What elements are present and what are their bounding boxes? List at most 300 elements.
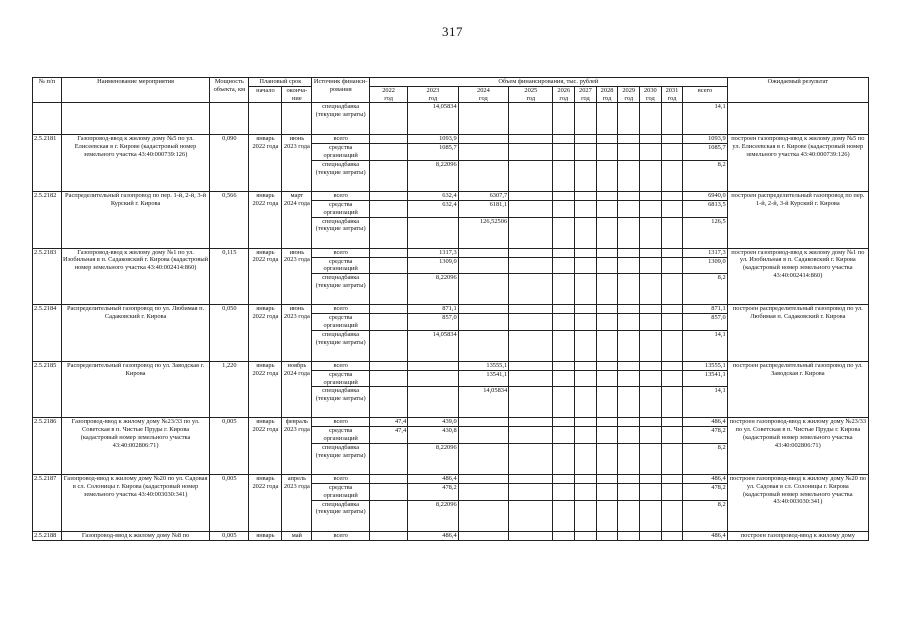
item-end: июнь 2023 года	[282, 305, 312, 362]
value-year	[370, 474, 408, 483]
value-year	[575, 370, 597, 387]
value-year	[458, 305, 509, 314]
value-year	[458, 500, 509, 531]
header-year-5: 2027 год	[575, 86, 597, 103]
value-year	[509, 191, 553, 200]
value-year: 47,4	[370, 418, 408, 427]
value-year	[640, 483, 662, 500]
item-name: Газопровод-ввод к жилому дому №1 по ул. Изобильная в п. Садаковский г. Кирова (кадастровый номер земельного участка 43:40:002414:860)	[61, 248, 209, 305]
value-year	[575, 474, 597, 483]
value-year	[596, 370, 618, 387]
value-year	[596, 361, 618, 370]
value-year	[640, 305, 662, 314]
source-cell: средства организаций	[312, 200, 370, 217]
value-year	[509, 361, 553, 370]
header-term: Плановый срок	[249, 78, 312, 87]
item-num: 2.5.2184	[33, 305, 62, 362]
value-year	[575, 361, 597, 370]
value-year	[509, 200, 553, 217]
item-num: 2.5.2182	[33, 191, 62, 248]
source-cell: спецнадбавка (текущие затраты)	[312, 443, 370, 474]
item-row	[33, 248, 869, 257]
source-cell: средства организаций	[312, 314, 370, 331]
value-year	[661, 217, 683, 248]
value-year	[553, 361, 575, 370]
value-year	[458, 330, 509, 361]
value-year	[553, 314, 575, 331]
value-year	[618, 248, 640, 257]
value-year: 1317,3	[408, 248, 459, 257]
value-year: 14,05834	[408, 103, 459, 135]
value-total: 871,1	[683, 305, 727, 314]
header-num: № п/п	[33, 78, 62, 103]
value-year: 486,4	[408, 531, 459, 540]
value-total: 1093,9	[683, 135, 727, 144]
value-year	[618, 387, 640, 418]
value-total: 13555,1	[683, 361, 727, 370]
item-name: Газопровод-ввод к жилому дому №5 по ул. Елисеевская в г. Кирове (кадастровый номер земельного участка 43:40:000739:126)	[61, 135, 209, 192]
item-num: 2.5.2188	[33, 531, 62, 540]
value-year	[640, 361, 662, 370]
value-year	[509, 217, 553, 248]
value-year	[618, 370, 640, 387]
value-year	[640, 531, 662, 540]
value-year	[618, 200, 640, 217]
value-year	[370, 330, 408, 361]
value-total: 8,2	[683, 274, 727, 305]
value-year	[596, 305, 618, 314]
item-power: 0,005	[210, 418, 249, 475]
value-year	[575, 191, 597, 200]
value-total: 6813,5	[683, 200, 727, 217]
value-year	[596, 387, 618, 418]
carry-row	[33, 103, 869, 135]
value-total: 486,4	[683, 531, 727, 540]
value-year: 1093,9	[408, 135, 459, 144]
value-year	[596, 418, 618, 427]
value-year	[596, 314, 618, 331]
value-total: 14,1	[683, 330, 727, 361]
value-year	[408, 370, 459, 387]
value-year	[370, 200, 408, 217]
value-year	[640, 474, 662, 483]
header-year-2: 2024 год	[458, 86, 509, 103]
value-year	[575, 531, 597, 540]
value-year	[640, 418, 662, 427]
empty-cell	[282, 103, 312, 135]
value-year	[596, 330, 618, 361]
value-year	[509, 135, 553, 144]
value-year	[618, 103, 640, 135]
value-year	[458, 160, 509, 191]
value-year	[553, 443, 575, 474]
value-year: 1085,7	[408, 144, 459, 161]
value-year: 632,4	[408, 191, 459, 200]
value-year	[553, 200, 575, 217]
value-year: 486,4	[408, 474, 459, 483]
value-total: 486,4	[683, 418, 727, 427]
value-year	[618, 217, 640, 248]
value-year	[596, 500, 618, 531]
value-year	[661, 370, 683, 387]
value-year	[596, 248, 618, 257]
item-row	[33, 361, 869, 370]
item-power: 1,220	[210, 361, 249, 418]
source-cell: спецнадбавка (текущие затраты)	[312, 274, 370, 305]
item-start: январь	[249, 531, 282, 540]
value-year	[661, 500, 683, 531]
value-year	[575, 443, 597, 474]
value-year	[640, 370, 662, 387]
item-name: Распределительный газопровод по пер. 1-й, 2-й, 3-й Курский г. Кирова	[61, 191, 209, 248]
header-row	[33, 78, 869, 87]
value-year	[640, 314, 662, 331]
item-name: Газопровод-ввод к жилому дому №20 по ул. Садовая в сл. Солоницы г. Кирова (кадастровый номер земельного участка 43:40:003030:341)	[61, 474, 209, 531]
value-year	[553, 474, 575, 483]
value-year: 8,22096	[408, 443, 459, 474]
value-year	[553, 483, 575, 500]
item-result: построен газопровод-ввод к жилому дому №20 по ул. Садовая в сл. Солоницы г. Кирова (кадастровый номер земельного участка 43:40:003030:341)	[727, 474, 868, 531]
value-year	[509, 427, 553, 444]
value-year	[458, 443, 509, 474]
value-year	[640, 443, 662, 474]
value-year: 871,1	[408, 305, 459, 314]
value-year	[408, 361, 459, 370]
value-year	[640, 248, 662, 257]
value-year	[553, 500, 575, 531]
value-year	[618, 191, 640, 200]
value-year	[661, 160, 683, 191]
item-start: январь 2022 года	[249, 248, 282, 305]
value-year	[370, 274, 408, 305]
item-power: 0,005	[210, 531, 249, 540]
header-year-4: 2026 год	[553, 86, 575, 103]
source-cell: спецнадбавка (текущие затраты)	[312, 330, 370, 361]
value-year	[661, 305, 683, 314]
value-year	[458, 248, 509, 257]
source-cell: средства организаций	[312, 257, 370, 274]
empty-cell	[210, 103, 249, 135]
value-year	[575, 387, 597, 418]
source-cell: спецнадбавка (текущие затраты)	[312, 500, 370, 531]
value-year	[618, 361, 640, 370]
value-year	[370, 144, 408, 161]
value-total: 14,1	[683, 103, 727, 135]
value-year	[509, 531, 553, 540]
value-year	[553, 160, 575, 191]
value-year	[661, 361, 683, 370]
value-year	[509, 474, 553, 483]
value-year	[509, 314, 553, 331]
item-num: 2.5.2185	[33, 361, 62, 418]
value-year	[618, 474, 640, 483]
value-year	[618, 418, 640, 427]
value-year: 13541,1	[458, 370, 509, 387]
value-year	[640, 135, 662, 144]
source-cell: всего	[312, 531, 370, 540]
value-year	[596, 274, 618, 305]
value-year	[661, 418, 683, 427]
item-power: 0,050	[210, 305, 249, 362]
value-total: 1317,3	[683, 248, 727, 257]
header-year-8: 2030 год	[640, 86, 662, 103]
value-year	[553, 370, 575, 387]
financing-table	[32, 77, 869, 541]
value-year	[596, 144, 618, 161]
value-year	[509, 160, 553, 191]
value-year	[509, 483, 553, 500]
value-year	[596, 217, 618, 248]
value-year	[596, 257, 618, 274]
header-year-1: 2023 год	[408, 86, 459, 103]
value-year	[553, 144, 575, 161]
value-year	[596, 531, 618, 540]
header-total: всего	[683, 86, 727, 103]
item-end: май	[282, 531, 312, 540]
value-total: 478,2	[683, 483, 727, 500]
header-year-6: 2028 год	[596, 86, 618, 103]
value-year	[661, 387, 683, 418]
value-year	[370, 248, 408, 257]
item-num: 2.5.2186	[33, 418, 62, 475]
item-row	[33, 474, 869, 483]
value-year	[596, 474, 618, 483]
value-year	[618, 274, 640, 305]
value-year	[596, 443, 618, 474]
header-name: Наименование мероприятия	[61, 78, 209, 103]
value-year	[509, 103, 553, 135]
value-year	[458, 427, 509, 444]
header-result: Ожидаемый результат	[727, 78, 868, 103]
value-year	[509, 144, 553, 161]
value-year	[640, 330, 662, 361]
value-year	[575, 103, 597, 135]
value-year	[575, 217, 597, 248]
value-year: 430,8	[408, 427, 459, 444]
empty-cell	[33, 103, 62, 135]
item-row	[33, 531, 869, 540]
value-year	[596, 483, 618, 500]
value-year	[509, 387, 553, 418]
value-year	[661, 314, 683, 331]
source-cell: всего	[312, 191, 370, 200]
value-year	[553, 418, 575, 427]
value-year	[661, 257, 683, 274]
value-year	[408, 387, 459, 418]
item-result: построен газопровод-ввод к жилому дому	[727, 531, 868, 540]
value-year	[509, 248, 553, 257]
value-year	[509, 500, 553, 531]
value-year	[458, 135, 509, 144]
value-year	[370, 500, 408, 531]
item-start: январь 2022 года	[249, 361, 282, 418]
value-total: 6940,0	[683, 191, 727, 200]
item-name: Распределительный газопровод по ул. Заводская г. Кирова	[61, 361, 209, 418]
value-year	[553, 531, 575, 540]
item-start: январь 2022 года	[249, 418, 282, 475]
value-year	[553, 274, 575, 305]
item-name: Распределительный газопровод по ул. Любимая п. Садаковский г. Кирова	[61, 305, 209, 362]
value-year	[661, 103, 683, 135]
value-total: 14,1	[683, 387, 727, 418]
value-year	[661, 135, 683, 144]
value-year	[640, 103, 662, 135]
value-year	[661, 191, 683, 200]
value-year: 13555,1	[458, 361, 509, 370]
source-cell: всего	[312, 248, 370, 257]
source-cell: средства организаций	[312, 370, 370, 387]
value-year	[618, 305, 640, 314]
item-power: 0,566	[210, 191, 249, 248]
value-year	[618, 135, 640, 144]
value-year	[596, 191, 618, 200]
value-year	[370, 217, 408, 248]
value-year	[553, 427, 575, 444]
source-cell: всего	[312, 305, 370, 314]
value-year	[618, 443, 640, 474]
item-start: январь 2022 года	[249, 135, 282, 192]
header-volume: Объем финансирования, тыс. рублей	[370, 78, 728, 87]
value-year	[458, 144, 509, 161]
value-year	[596, 200, 618, 217]
value-year	[575, 200, 597, 217]
source-cell: средства организаций	[312, 483, 370, 500]
value-year	[661, 483, 683, 500]
value-year	[661, 531, 683, 540]
value-year	[370, 257, 408, 274]
item-start: январь 2022 года	[249, 191, 282, 248]
value-year	[661, 330, 683, 361]
value-year	[575, 144, 597, 161]
value-year	[596, 427, 618, 444]
value-year	[661, 248, 683, 257]
item-result: построен распределительный газопровод по ул. Любимая п. Садаковский г. Кирова	[727, 305, 868, 362]
value-year	[575, 160, 597, 191]
item-result: построен газопровод-ввод к жилому дому №23/33 по ул. Советская в п. Чистые Пруды г. Кирова (кадастровый номер земельного участка 43:40:002806:71)	[727, 418, 868, 475]
value-year	[370, 135, 408, 144]
value-year	[640, 160, 662, 191]
item-end: апрель 2023 года	[282, 474, 312, 531]
empty-cell	[727, 103, 868, 135]
source-cell: всего	[312, 474, 370, 483]
item-end: март 2024 года	[282, 191, 312, 248]
value-year	[640, 217, 662, 248]
value-year	[575, 500, 597, 531]
value-year	[458, 274, 509, 305]
value-total: 478,2	[683, 427, 727, 444]
value-year	[370, 191, 408, 200]
item-result: построен газопровод-ввод к жилому дому №1 по ул. Изобильная в п. Садаковский г. Кирова (кадастровый номер земельного участка 43:40:002414:860)	[727, 248, 868, 305]
value-year	[640, 427, 662, 444]
source-cell: спецнадбавка (текущие затраты)	[312, 387, 370, 418]
value-total: 1085,7	[683, 144, 727, 161]
value-year	[575, 135, 597, 144]
value-total: 126,5	[683, 217, 727, 248]
value-year	[370, 370, 408, 387]
item-end: февраль 2023 года	[282, 418, 312, 475]
value-year	[370, 387, 408, 418]
value-year	[370, 103, 408, 135]
value-year	[596, 135, 618, 144]
item-power: 0,115	[210, 248, 249, 305]
value-year	[640, 257, 662, 274]
value-year	[618, 314, 640, 331]
item-start: январь 2022 года	[249, 305, 282, 362]
value-year	[458, 474, 509, 483]
value-total: 13541,1	[683, 370, 727, 387]
item-name: Газопровод-ввод к жилому дому №8 по	[61, 531, 209, 540]
value-year	[509, 330, 553, 361]
item-row	[33, 191, 869, 200]
item-start: январь 2022 года	[249, 474, 282, 531]
value-year	[575, 418, 597, 427]
item-num: 2.5.2187	[33, 474, 62, 531]
item-num: 2.5.2181	[33, 135, 62, 192]
value-year	[458, 418, 509, 427]
value-year	[618, 500, 640, 531]
source-cell: всего	[312, 361, 370, 370]
value-year	[553, 330, 575, 361]
item-result: построен распределительный газопровод по пер. 1-й, 2-й, 3-й Курский г. Кирова	[727, 191, 868, 248]
value-year	[575, 248, 597, 257]
value-year	[370, 361, 408, 370]
source-cell: средства организаций	[312, 144, 370, 161]
value-year	[553, 217, 575, 248]
item-result: построен газопровод-ввод к жилому дому №5 по ул. Елисеевская в г. Кирове (кадастровый номер земельного участка 43:40:000739:126)	[727, 135, 868, 192]
value-year	[575, 314, 597, 331]
value-year	[640, 387, 662, 418]
value-year	[575, 330, 597, 361]
value-total: 486,4	[683, 474, 727, 483]
header-year-0: 2022 год	[370, 86, 408, 103]
value-year: 439,0	[408, 418, 459, 427]
value-year	[553, 191, 575, 200]
value-year	[553, 103, 575, 135]
value-year	[640, 144, 662, 161]
item-power: 0,090	[210, 135, 249, 192]
value-total: 8,2	[683, 500, 727, 531]
page-number: 317	[442, 24, 463, 39]
value-year	[640, 191, 662, 200]
value-year	[575, 257, 597, 274]
value-year	[618, 531, 640, 540]
empty-cell	[61, 103, 209, 135]
value-year	[458, 483, 509, 500]
value-year	[575, 483, 597, 500]
value-year	[509, 305, 553, 314]
value-year	[618, 257, 640, 274]
value-total: 8,2	[683, 160, 727, 191]
header-source: Источник финанси-рования	[312, 78, 370, 103]
header-year-7: 2029 год	[618, 86, 640, 103]
header-power: Мощность объекта, км	[210, 78, 249, 103]
value-year	[509, 418, 553, 427]
value-year	[661, 200, 683, 217]
value-year	[370, 314, 408, 331]
value-year	[553, 135, 575, 144]
value-year: 8,22096	[408, 500, 459, 531]
empty-cell	[249, 103, 282, 135]
value-year: 14,05834	[408, 330, 459, 361]
value-year	[370, 160, 408, 191]
value-year	[640, 274, 662, 305]
value-year	[370, 483, 408, 500]
value-year	[618, 483, 640, 500]
value-year	[458, 103, 509, 135]
value-year	[509, 257, 553, 274]
item-result: построен распределительный газопровод по ул. Заводская г. Кирова	[727, 361, 868, 418]
source-cell: средства организаций	[312, 427, 370, 444]
